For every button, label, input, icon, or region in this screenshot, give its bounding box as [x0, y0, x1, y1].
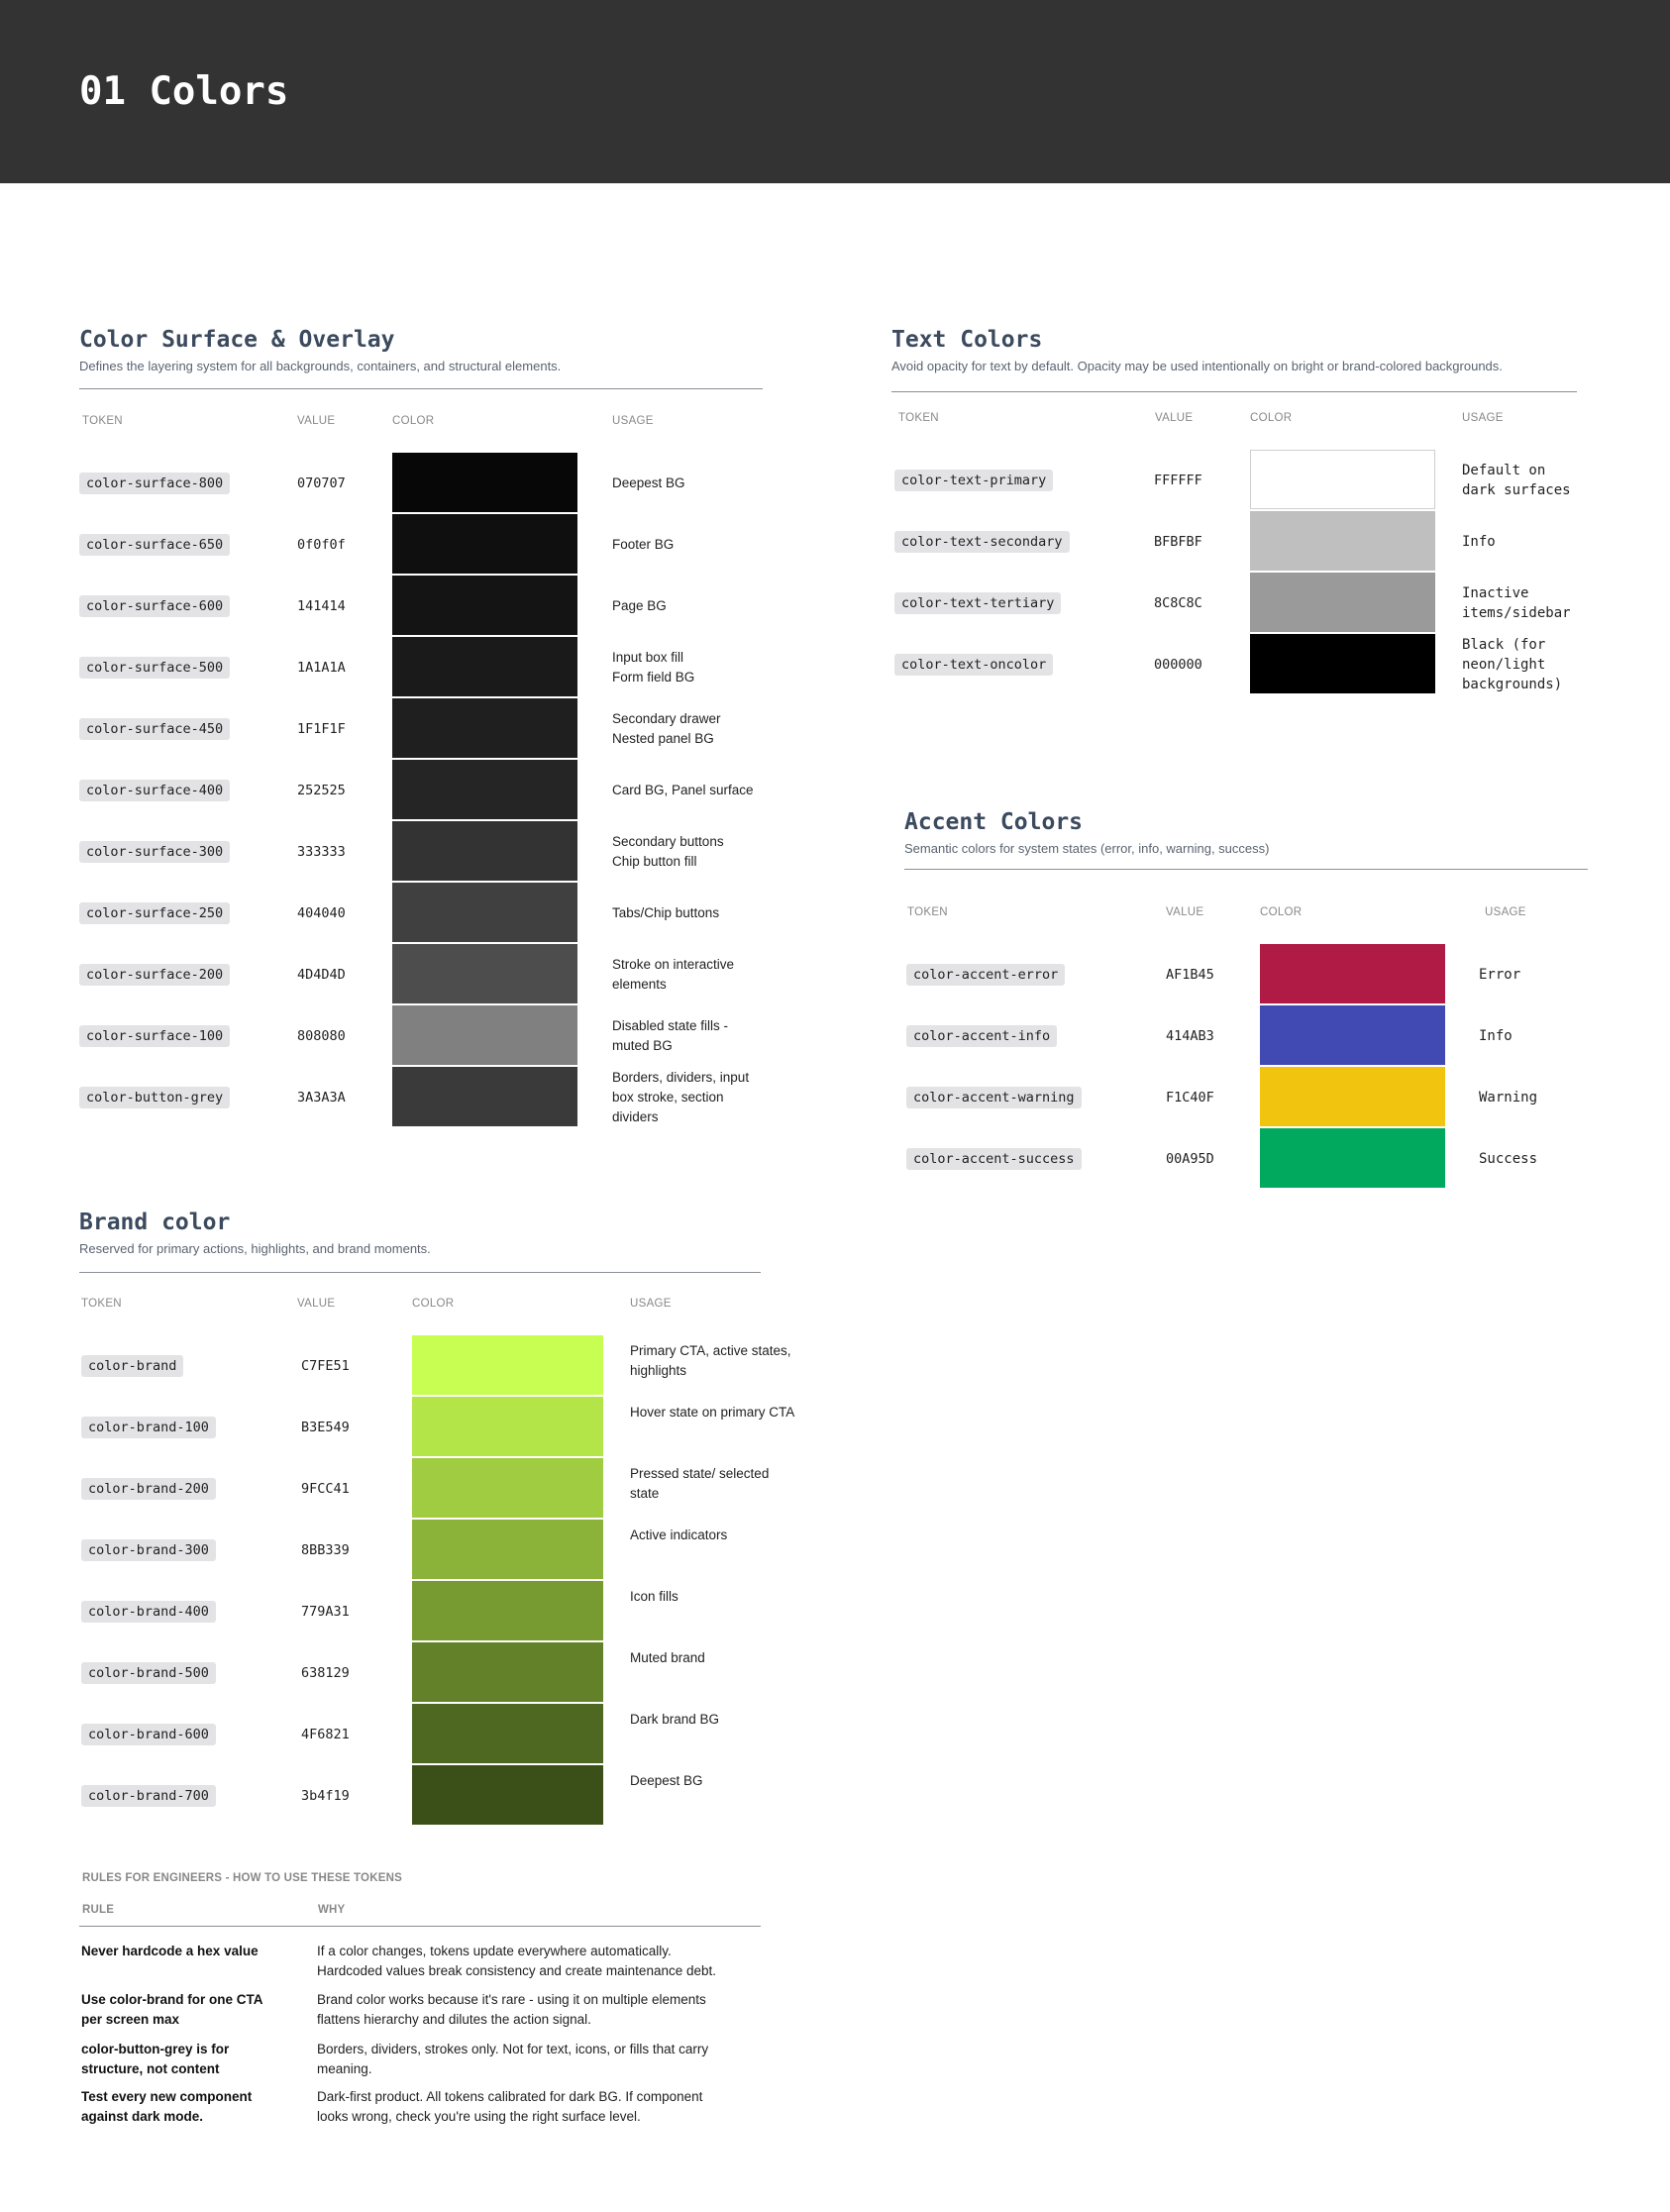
- token-usage: Black (for neon/light backgrounds): [1462, 637, 1563, 692]
- token-value: AF1B45: [1166, 967, 1214, 983]
- token-name: color-text-tertiary: [894, 592, 1061, 614]
- token-name: color-brand-400: [81, 1601, 216, 1623]
- column-header-value: VALUE: [297, 415, 336, 427]
- color-swatch: [412, 1520, 603, 1579]
- token-usage: Primary CTA, active states, highlights: [630, 1343, 791, 1378]
- rules-column-rule: RULE: [82, 1904, 115, 1916]
- token-value: 070707: [297, 475, 346, 491]
- color-swatch: [412, 1642, 603, 1702]
- color-swatch: [392, 760, 577, 819]
- token-value: 252525: [297, 783, 346, 798]
- section-divider: [79, 1272, 761, 1273]
- token-row: [79, 576, 763, 637]
- token-row: [904, 1067, 1588, 1128]
- token-row: [79, 1581, 763, 1642]
- token-usage: Tabs/Chip buttons: [612, 905, 720, 920]
- brand-color-section: [79, 1210, 795, 1834]
- token-name: color-accent-info: [906, 1025, 1057, 1047]
- token-value: 404040: [297, 905, 346, 921]
- section-title: Brand color: [79, 1210, 231, 1235]
- token-row: [891, 634, 1577, 695]
- token-usage: Pressed state/ selected state: [630, 1466, 770, 1501]
- token-value: 4D4D4D: [297, 967, 346, 983]
- token-name: color-surface-600: [79, 595, 230, 617]
- engineer-rules-section: [79, 1872, 763, 2130]
- token-row: [891, 511, 1577, 573]
- token-name: color-accent-success: [906, 1148, 1082, 1170]
- token-name: color-brand: [81, 1355, 183, 1377]
- token-name: color-surface-400: [79, 780, 230, 801]
- color-swatch: [412, 1704, 603, 1763]
- rule-why: Brand color works because it's rare - using it on multiple elements flattens hierarchy and dilutes the action signal.: [317, 1992, 706, 2027]
- token-value: 333333: [297, 844, 346, 860]
- token-usage: Dark brand BG: [630, 1712, 720, 1727]
- color-swatch: [412, 1397, 603, 1456]
- section-title: Text Colors: [891, 327, 1043, 353]
- token-value: 1A1A1A: [297, 660, 346, 676]
- token-usage: Borders, dividers, input box stroke, section dividers: [612, 1070, 750, 1124]
- token-name: color-brand-700: [81, 1785, 216, 1807]
- token-row: [79, 514, 763, 576]
- color-swatch: [412, 1765, 603, 1825]
- token-usage: Error: [1479, 967, 1521, 983]
- column-header-color: COLOR: [1260, 906, 1303, 918]
- token-row: [79, 1765, 763, 1827]
- section-title: Color Surface & Overlay: [79, 327, 395, 353]
- token-value: 3b4f19: [301, 1788, 350, 1804]
- token-value: 8BB339: [301, 1542, 350, 1558]
- token-row: [79, 453, 763, 514]
- token-value: BFBFBF: [1154, 534, 1202, 550]
- column-header-usage: USAGE: [1485, 906, 1526, 918]
- column-header-value: VALUE: [1166, 906, 1204, 918]
- column-header-token: TOKEN: [898, 412, 939, 424]
- color-swatch: [1250, 573, 1435, 632]
- token-usage: Secondary buttons Chip button fill: [612, 834, 724, 869]
- color-swatch: [392, 453, 577, 512]
- token-row: [79, 1458, 770, 1520]
- token-name: color-surface-200: [79, 964, 230, 986]
- token-row: [79, 760, 763, 821]
- token-value: 0f0f0f: [297, 537, 346, 553]
- token-usage: Warning: [1479, 1090, 1538, 1106]
- token-name: color-brand-100: [81, 1417, 216, 1438]
- text-colors-section: [891, 327, 1577, 723]
- rule-why: Dark-first product. All tokens calibrated for dark BG. If component looks wrong, check you're using the right surface level.: [317, 2089, 703, 2124]
- color-swatch: [1260, 1005, 1445, 1065]
- token-row: [79, 1397, 795, 1458]
- token-name: color-surface-100: [79, 1025, 230, 1047]
- color-swatch: [392, 883, 577, 942]
- token-value: FFFFFF: [1154, 473, 1202, 488]
- color-swatch: [1250, 511, 1435, 571]
- token-usage: Card BG, Panel surface: [612, 783, 754, 797]
- color-swatch: [392, 637, 577, 696]
- token-name: color-surface-450: [79, 718, 230, 740]
- token-name: color-surface-250: [79, 902, 230, 924]
- token-name: color-brand-600: [81, 1724, 216, 1745]
- token-name: color-surface-300: [79, 841, 230, 863]
- rule-name: color-button-grey is for structure, not content: [81, 2042, 230, 2076]
- token-usage: Success: [1479, 1151, 1538, 1167]
- token-usage: Page BG: [612, 598, 667, 613]
- column-header-color: COLOR: [1250, 412, 1293, 424]
- token-value: C7FE51: [301, 1358, 350, 1374]
- token-name: color-brand-500: [81, 1662, 216, 1684]
- token-row: [904, 944, 1588, 1005]
- token-usage: Icon fills: [630, 1589, 678, 1604]
- section-divider: [904, 869, 1588, 870]
- rule-why: Borders, dividers, strokes only. Not for text, icons, or fills that carry meaning.: [317, 2042, 709, 2076]
- color-swatch: [392, 821, 577, 881]
- section-subtitle: Defines the layering system for all backgrounds, containers, and structural elements.: [79, 359, 562, 373]
- section-subtitle: Avoid opacity for text by default. Opacity may be used intentionally on bright or brand-colored backgrounds.: [891, 359, 1503, 373]
- rules-column-why: WHY: [318, 1904, 346, 1916]
- token-name: color-surface-800: [79, 473, 230, 494]
- rule-why: If a color changes, tokens update everywhere automatically. Hardcoded values break consistency and create maintenance debt.: [317, 1944, 716, 1978]
- column-header-usage: USAGE: [630, 1298, 672, 1310]
- column-header-token: TOKEN: [82, 415, 123, 427]
- color-swatch: [412, 1335, 603, 1395]
- token-usage: Input box fill Form field BG: [612, 650, 695, 685]
- token-row: [79, 883, 763, 944]
- page-header: [0, 0, 1670, 183]
- token-name: color-surface-650: [79, 534, 230, 556]
- token-value: 808080: [297, 1028, 346, 1044]
- token-row: [79, 637, 763, 698]
- section-divider: [891, 391, 1577, 392]
- token-row: [79, 1005, 763, 1067]
- token-row: [79, 1520, 763, 1581]
- token-value: 000000: [1154, 657, 1202, 673]
- token-name: color-text-primary: [894, 470, 1053, 491]
- color-swatch: [1260, 1128, 1445, 1188]
- token-value: 3A3A3A: [297, 1090, 346, 1106]
- token-usage: Default on dark surfaces: [1462, 463, 1571, 498]
- token-row: [904, 1005, 1588, 1067]
- token-name: color-text-secondary: [894, 531, 1070, 553]
- token-usage: Secondary drawer Nested panel BG: [612, 711, 721, 746]
- token-row: [904, 1128, 1588, 1190]
- color-swatch: [1250, 634, 1435, 693]
- token-usage: Hover state on primary CTA: [630, 1405, 795, 1420]
- column-header-color: COLOR: [392, 415, 435, 427]
- color-swatch: [1260, 944, 1445, 1003]
- column-header-usage: USAGE: [1462, 412, 1504, 424]
- token-row: [79, 821, 763, 883]
- token-row: [79, 1335, 791, 1397]
- token-usage: Deepest BG: [612, 475, 685, 490]
- token-usage: Stroke on interactive elements: [612, 957, 735, 992]
- token-usage: Inactive items/sidebar: [1462, 585, 1571, 621]
- token-usage: Deepest BG: [630, 1773, 703, 1788]
- color-swatch: [392, 514, 577, 574]
- token-row: [891, 450, 1577, 511]
- token-row: [79, 944, 763, 1005]
- token-row: [79, 1704, 763, 1765]
- color-swatch: [392, 698, 577, 758]
- token-value: 00A95D: [1166, 1151, 1214, 1167]
- token-usage: Info: [1479, 1028, 1513, 1044]
- color-swatch: [1260, 1067, 1445, 1126]
- token-name: color-accent-error: [906, 964, 1065, 986]
- token-value: 9FCC41: [301, 1481, 350, 1497]
- token-value: 1F1F1F: [297, 721, 346, 737]
- token-row: [79, 1642, 763, 1704]
- token-value: 4F6821: [301, 1727, 350, 1742]
- token-name: color-brand-300: [81, 1539, 216, 1561]
- column-header-usage: USAGE: [612, 415, 654, 427]
- token-usage: Disabled state fills - muted BG: [612, 1018, 729, 1053]
- column-header-token: TOKEN: [81, 1298, 122, 1310]
- token-value: 8C8C8C: [1154, 595, 1202, 611]
- rule-name: Never hardcode a hex value: [81, 1944, 259, 1958]
- column-header-value: VALUE: [297, 1298, 336, 1310]
- rule-name: Test every new component against dark mode.: [81, 2089, 253, 2124]
- token-usage: Muted brand: [630, 1650, 705, 1665]
- accent-colors-section: [904, 809, 1588, 1206]
- page-title: 01 Colors: [79, 69, 289, 114]
- section-title: Accent Colors: [904, 809, 1084, 835]
- rule-name: Use color-brand for one CTA per screen max: [81, 1992, 263, 2027]
- column-header-token: TOKEN: [907, 906, 948, 918]
- color-swatch: [392, 576, 577, 635]
- color-swatch: [1250, 450, 1435, 509]
- token-usage: Info: [1462, 534, 1496, 550]
- surface-section: [79, 327, 763, 1129]
- color-swatch: [392, 944, 577, 1003]
- color-swatch: [392, 1067, 577, 1126]
- section-subtitle: Reserved for primary actions, highlights, and brand moments.: [79, 1241, 431, 1256]
- token-row: [79, 1067, 763, 1128]
- section-divider: [79, 388, 763, 389]
- token-value: F1C40F: [1166, 1090, 1214, 1106]
- token-name: color-brand-200: [81, 1478, 216, 1500]
- token-usage: Footer BG: [612, 537, 675, 552]
- token-name: color-surface-500: [79, 657, 230, 679]
- token-value: 414AB3: [1166, 1028, 1214, 1044]
- token-row: [79, 698, 763, 760]
- token-name: color-accent-warning: [906, 1087, 1082, 1108]
- color-swatch: [412, 1458, 603, 1518]
- token-value: 779A31: [301, 1604, 350, 1620]
- token-value: 141414: [297, 598, 346, 614]
- token-usage: Active indicators: [630, 1527, 728, 1542]
- color-swatch: [412, 1581, 603, 1640]
- rules-divider: [79, 1926, 761, 1927]
- token-name: color-button-grey: [79, 1087, 230, 1108]
- token-value: B3E549: [301, 1420, 350, 1435]
- column-header-value: VALUE: [1155, 412, 1194, 424]
- rules-title: RULES FOR ENGINEERS - HOW TO USE THESE TOKENS: [82, 1872, 402, 1884]
- token-value: 638129: [301, 1665, 350, 1681]
- color-swatch: [392, 1005, 577, 1065]
- token-name: color-text-oncolor: [894, 654, 1053, 676]
- column-header-color: COLOR: [412, 1298, 455, 1310]
- token-row: [891, 573, 1577, 634]
- section-subtitle: Semantic colors for system states (error, info, warning, success): [904, 841, 1270, 856]
